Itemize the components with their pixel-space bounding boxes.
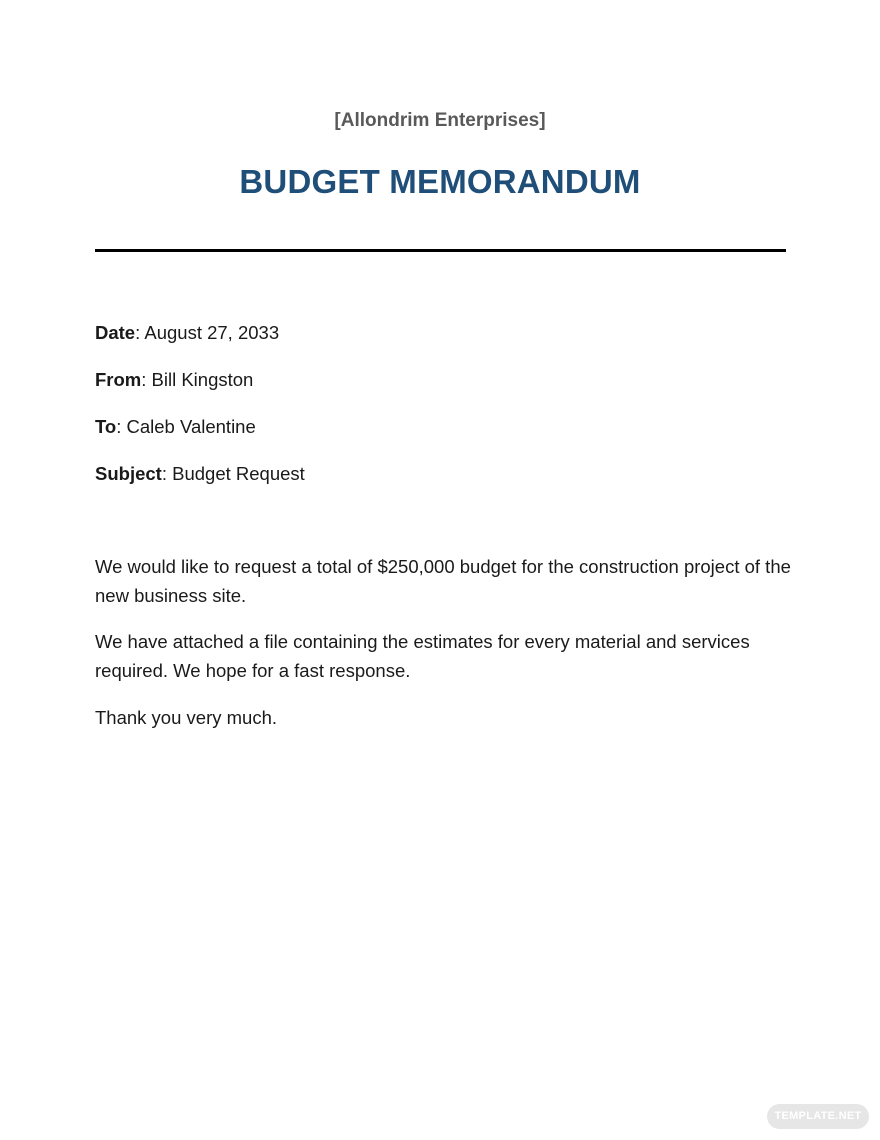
from-value: : Bill Kingston bbox=[141, 369, 254, 390]
from-label: From bbox=[95, 369, 142, 390]
body-paragraph-request: We would like to request a total of $250,000 budget for the construction project of the new business site. bbox=[95, 556, 791, 606]
body-paragraph-closing: Thank you very much. bbox=[95, 707, 277, 728]
template-watermark: TEMPLATE.NET bbox=[767, 1104, 869, 1129]
date-value: : August 27, 2033 bbox=[135, 322, 280, 343]
memo-date bbox=[95, 321, 279, 345]
memo-subject bbox=[95, 462, 305, 486]
company-name: [Allondrim Enterprises] bbox=[334, 110, 546, 131]
subject-label: Subject bbox=[95, 463, 162, 484]
date-label: Date bbox=[95, 322, 136, 343]
memo-from bbox=[95, 368, 253, 392]
body-paragraph-attachment: We have attached a file containing the estimates for every material and services required. We hope for a fast response. bbox=[95, 631, 750, 681]
title-divider bbox=[95, 249, 786, 252]
document-title: BUDGET MEMORANDUM bbox=[239, 163, 641, 200]
memo-to bbox=[95, 415, 256, 439]
to-value: : Caleb Valentine bbox=[116, 416, 256, 437]
to-label: To bbox=[95, 416, 117, 437]
subject-value: : Budget Request bbox=[161, 463, 305, 484]
